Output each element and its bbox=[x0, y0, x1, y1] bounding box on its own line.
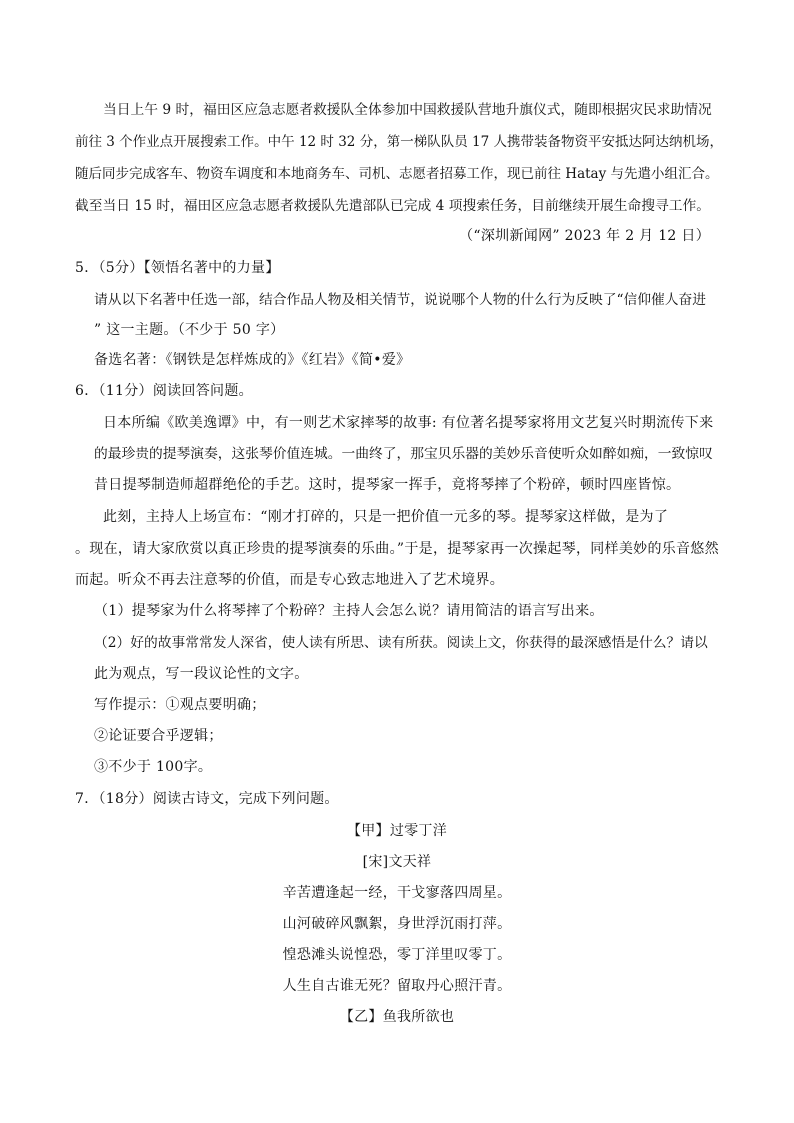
q6-heading: 6．（11分）阅读回答问题。 bbox=[75, 383, 253, 399]
passage-source: （“深圳新闻网” 2023 年 2 月 12 日） bbox=[459, 228, 710, 244]
poem-line-4: 人生自古谁无死？留取丹心照汗青。 bbox=[282, 978, 512, 994]
q6-subquestion-2-line-1: （2）好的故事常常发人深省，使人读有所思、读有所获。阅读上文，你获得的最深感悟是什么？请以 bbox=[94, 635, 708, 651]
prose-title: 【乙】鱼我所欲也 bbox=[339, 1009, 455, 1025]
passage-line-2: 前往 3 个作业点开展搜索工作。中午 12 时 32 分，第一梯队队员 17 人携带装备物资平安抵达阿达纳机场， bbox=[75, 134, 723, 150]
q5-heading: 5．（5分）【领悟名著中的力量】 bbox=[75, 260, 280, 276]
poem-line-2: 山河破碎风飘絮，身世浮沉雨打萍。 bbox=[282, 916, 512, 932]
passage-line-3: 随后同步完成客车、物资车调度和本地商务车、司机、志愿者招募工作，现已前往 Hatay 与先遣小组汇合。 bbox=[75, 166, 719, 182]
q6-writing-tip-1: 写作提示：①观点要明确； bbox=[94, 697, 266, 713]
poem-author: [宋]文天祥 bbox=[362, 854, 432, 870]
q6-story-line-3: 昔日提琴制造师超群绝伦的手艺。这时，提琴家一挥手，竟将琴摔了个粉碎，顿时四座皆惊。 bbox=[94, 477, 681, 493]
q7-heading: 7．（18分）阅读古诗文，完成下列问题。 bbox=[75, 791, 339, 807]
q6-story-line-5: 。现在，请大家欣赏以真正珍贵的提琴演奏的乐曲。”于是，提琴家再一次操起琴，同样美妙的乐音悠然 bbox=[75, 541, 719, 557]
q6-writing-tip-3: ③不少于 100字。 bbox=[94, 759, 213, 775]
q6-story-line-6: 而起。听众不再去注意琴的价值，而是专心致志地进入了艺术境界。 bbox=[75, 572, 504, 588]
q6-writing-tip-2: ②论证要合乎逻辑； bbox=[94, 728, 223, 744]
passage-line-1: 当日上午 9 时，福田区应急志愿者救援队全体参加中国救援队营地升旗仪式，随即根据灾民求助情况 bbox=[103, 102, 712, 118]
q6-subquestion-2-line-2: 此为观点，写一段议论性的文字。 bbox=[94, 666, 309, 682]
q6-story-line-2: 的最珍贵的提琴演奏，这张琴价值连城。一曲终了，那宝贝乐器的美妙乐音使听众如醉如痴，一致惊叹 bbox=[94, 446, 713, 462]
passage-line-4: 截至当日 15 时，福田区应急志愿者救援队先遣部队已完成 4 项搜索任务，目前继续开展生命搜寻工作。 bbox=[75, 198, 710, 214]
poem-line-1: 辛苦遭逢起一经，干戈寥落四周星。 bbox=[282, 885, 512, 901]
poem-title: 【甲】过零丁洋 bbox=[346, 823, 448, 839]
poem-line-3: 惶恐滩头说惶恐，零丁洋里叹零丁。 bbox=[282, 947, 512, 963]
q6-story-line-1: 日本所编《欧美逸谭》中，有一则艺术家摔琴的故事: 有位著名提琴家将用文艺复兴时期流传下来 bbox=[103, 415, 714, 431]
q6-story-line-4: 此刻，主持人上场宣布：“刚才打碎的，只是一把价值一元多的琴。提琴家这样做，是为了 bbox=[103, 509, 669, 525]
q5-line-2: ” 这一主题。（不少于 50 字） bbox=[94, 322, 285, 338]
q6-subquestion-1: （1）提琴家为什么将琴摔了个粉碎？主持人会怎么说？请用简洁的语言写出来。 bbox=[94, 603, 604, 619]
q5-line-1: 请从以下名著中任选一部，结合作品人物及相关情节，说说哪个人物的什么行为反映了“信仰催人奋进 bbox=[94, 292, 707, 308]
q5-candidate-books: 备选名著：《钢铁是怎样炼成的》《红岩》《简•爱》 bbox=[94, 352, 411, 368]
